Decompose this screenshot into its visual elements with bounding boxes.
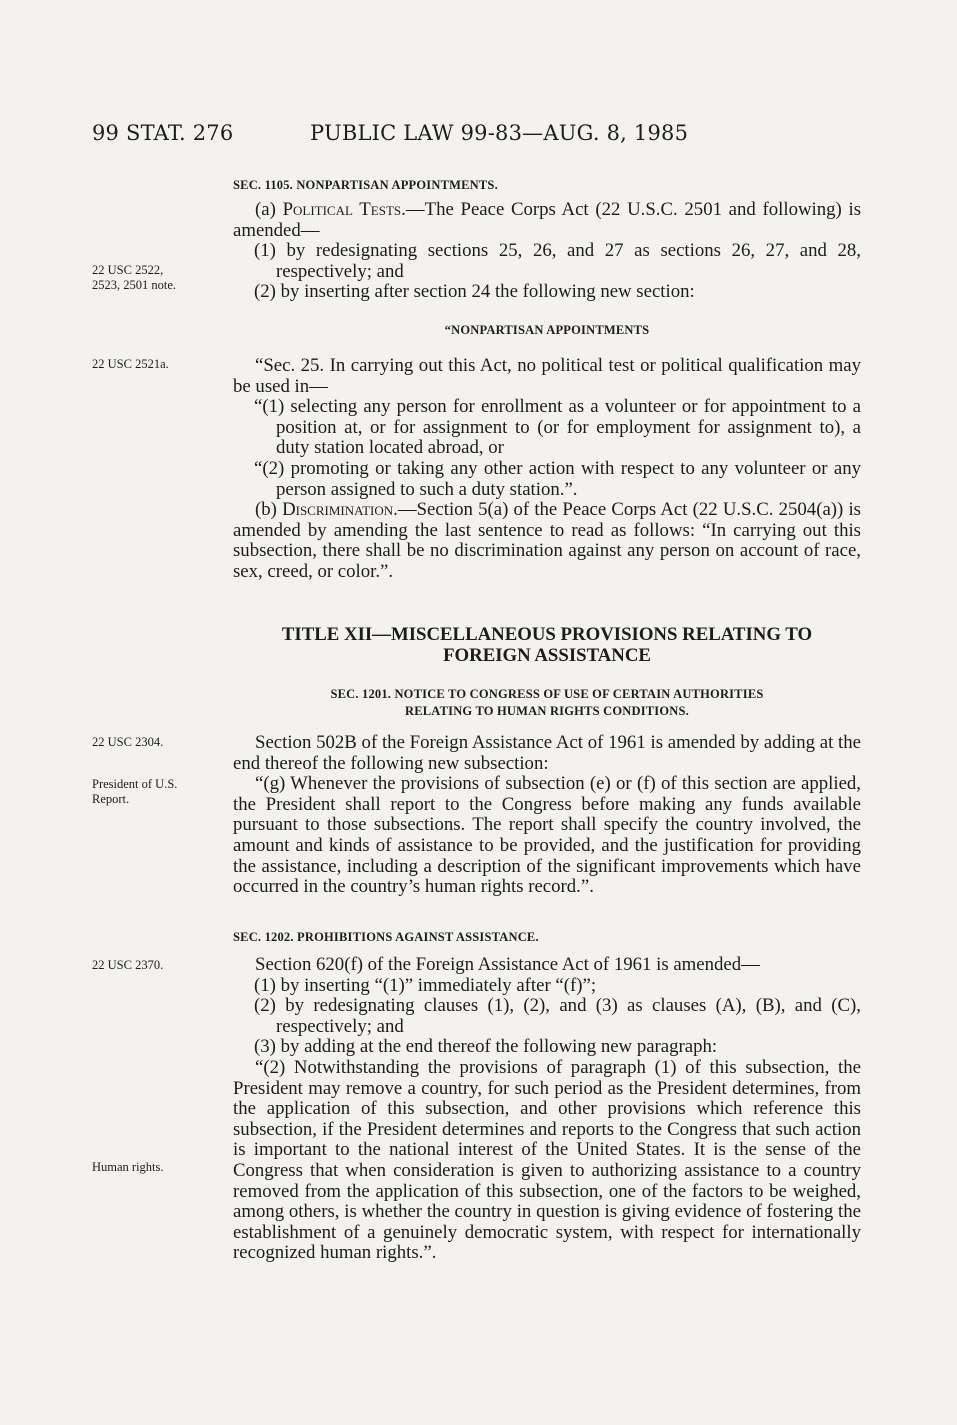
section-1202-heading: SEC. 1202. PROHIBITIONS AGAINST ASSISTANCE.	[233, 930, 539, 944]
section-1201-heading	[233, 686, 861, 720]
title-line: FOREIGN ASSISTANCE	[443, 644, 651, 666]
heading-line: RELATING TO HUMAN RIGHTS CONDITIONS.	[405, 704, 689, 718]
section-1202-body	[233, 955, 861, 1264]
section-1202-intro: Section 620(f) of the Foreign Assistance Act of 1961 is amended—	[255, 954, 760, 975]
margin-note-usc-2370: 22 USC 2370.	[92, 958, 164, 972]
section-1201-subsection-g: “(g) Whenever the provisions of subsection (e) or (f) of this section are applied, the President shall report to the Congress before making any funds available pursuant to those subsections. The report shall specify the country involved, the amount and kinds of assistance to be provided, and the justification for providing the assistance, including a description of the significant improvements which have occurred in the country’s human rights record.”.	[233, 773, 861, 898]
clause-a2: (2) by inserting after section 24 the following new section:	[254, 281, 695, 303]
heading-line: SEC. 1201. NOTICE TO CONGRESS OF USE OF CERTAIN AUTHORITIES	[330, 687, 764, 701]
page-running-head: PUBLIC LAW 99-83—AUG. 8, 1985	[310, 121, 689, 145]
margin-note-usc-2304: 22 USC 2304.	[92, 735, 164, 749]
subsection-b-caption: Discrimination	[282, 499, 394, 521]
section-1105-a	[233, 200, 861, 303]
margin-note-usc-2522	[92, 263, 176, 293]
margin-note-line: 2523, 2501 note.	[92, 278, 177, 292]
subsection-b	[233, 500, 861, 582]
quoted-sec-25: “Sec. 25. In carrying out this Act, no political test or political qualification may be used in—	[233, 355, 861, 397]
subsection-a-text: .—The Peace Corps Act (22 U.S.C. 2501 and following) is amended—	[233, 199, 862, 241]
margin-note-line: 22 USC 2522,	[92, 263, 164, 277]
subsection-b-text: .—Section 5(a) of the Peace Corps Act (22 U.S.C. 2504(a)) is amended by amending the last sentence to read as follows: “In carrying out this subsection, there shall be no discrimination against any person on account of race, sex, creed, or color.”.	[233, 499, 861, 582]
page-stat-citation: 99 STAT. 276	[92, 121, 234, 145]
section-1105-quoted	[233, 356, 861, 583]
margin-note-human-rights: Human rights.	[92, 1160, 164, 1174]
margin-note-president-report	[92, 777, 177, 807]
clause-2: (2) by redesignating clauses (1), (2), and (3) as clauses (A), (B), and (C), respectively; and	[254, 995, 861, 1037]
margin-note-line: President of U.S.	[92, 777, 178, 791]
section-1105-heading: SEC. 1105. NONPARTISAN APPOINTMENTS.	[233, 178, 498, 192]
clause-1: (1) by inserting “(1)” immediately after “(f)”;	[254, 974, 597, 996]
clause-3: (3) by adding at the end thereof the following new paragraph:	[254, 1036, 718, 1058]
section-1201-intro: Section 502B of the Foreign Assistance Act of 1961 is amended by adding at the end thereof the following new subsection:	[233, 732, 861, 774]
title-line: TITLE XII—MISCELLANEOUS PROVISIONS RELATING TO	[281, 624, 813, 645]
quoted-para-2: “(2) promoting or taking any other action with respect to any volunteer or any person assigned to such a duty station.”.	[254, 457, 861, 500]
section-1201-body	[233, 733, 861, 898]
quoted-section-heading: “NONPARTISAN APPOINTMENTS	[444, 323, 650, 337]
subsection-a-lead: (a)	[255, 199, 283, 220]
subsection-b-lead: (b)	[255, 499, 283, 521]
new-paragraph-2: “(2) Notwithstanding the provisions of paragraph (1) of this subsection, the President may remove a country, for such period as the President determines, from the application of this subsection, and other provisions which reference this subsection, if the President determines and reports to the Congress that such action is important to the national interest of the United States. It is the sense of the Congress that when consideration is given to authorizing assistance to a country removed from the application of this subsection, one of the factors to be weighed, among others, is whether the country in question is giving evidence of fostering the establishment of a genuinely democratic system, with respect for internationally recognized human rights.”.	[233, 1056, 861, 1264]
clause-a1: (1) by redesignating sections 25, 26, and 27 as sections 26, 27, and 28, respectively; and	[254, 240, 861, 282]
margin-note-usc-2521a: 22 USC 2521a.	[92, 357, 169, 371]
subsection-a	[233, 200, 861, 241]
title-xii-heading	[233, 625, 861, 666]
margin-note-line: Report.	[92, 792, 130, 806]
quoted-para-1: “(1) selecting any person for enrollment as a volunteer or for appointment to a position at, or for assignment to (or for employment for assignment to), a duty station located abroad, or	[254, 396, 861, 459]
subsection-a-caption: Political Tests	[282, 199, 402, 220]
